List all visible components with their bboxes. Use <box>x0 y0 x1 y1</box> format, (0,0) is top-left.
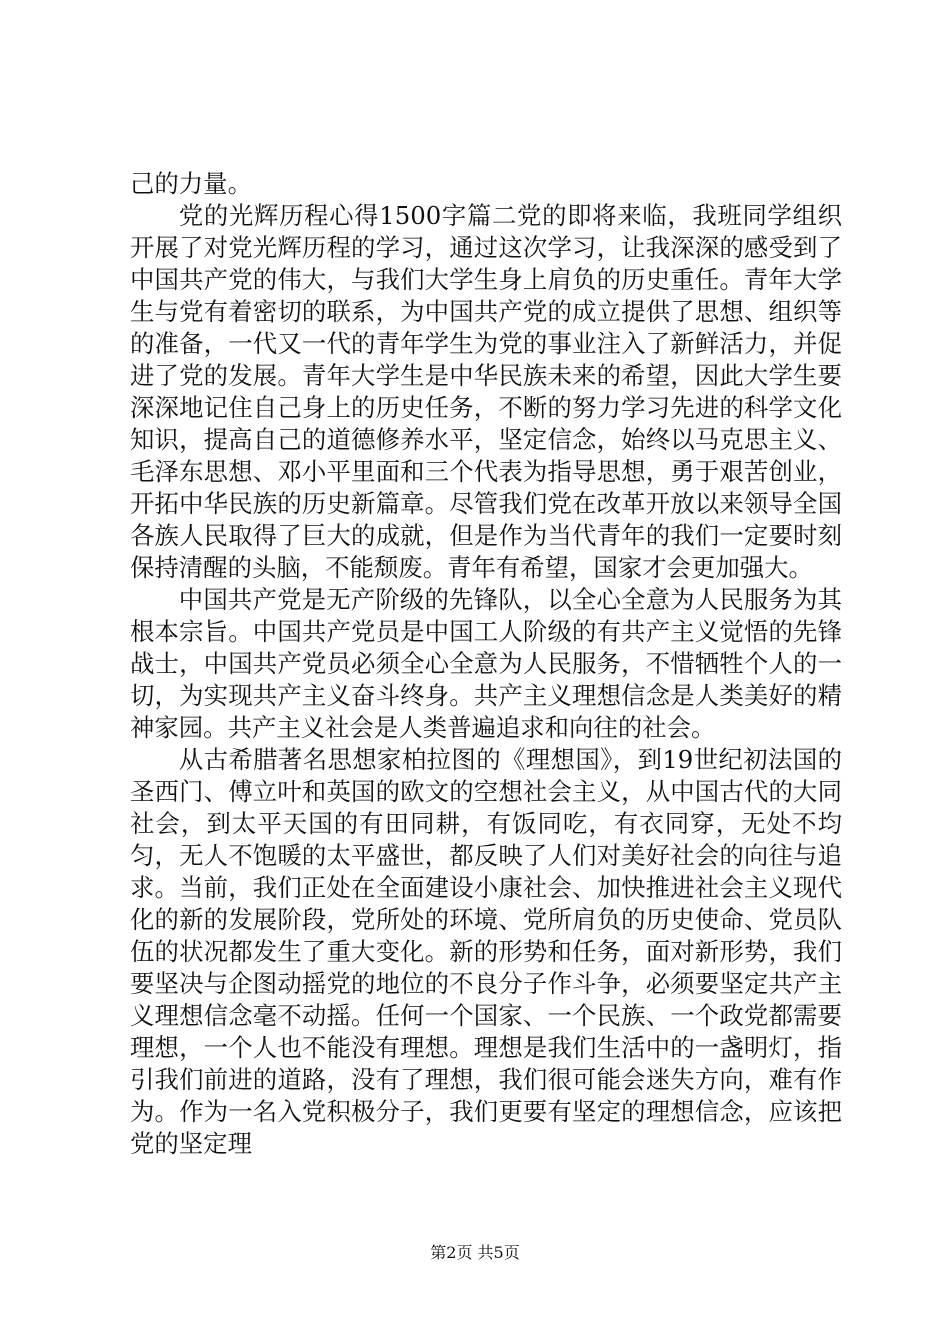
paragraph: 中国共产党是无产阶级的先锋队，以全心全意为人民服务为其根本宗旨。中国共产党员是中国工人阶级的有共产主义觉悟的先锋战士，中国共产党员必须全心全意为人民服务，不惜牺牲个人的一切，为实现共产主义奋斗终身。共产主义理想信念是人类美好的精神家园。共产主义社会是人类普遍追求和向往的社会。 <box>130 585 842 742</box>
paragraph: 党的光辉历程心得1500字篇二党的即将来临，我班同学组织开展了对党光辉历程的学习，通过这次学习，让我深深的感受到了中国共产党的伟大，与我们大学生身上肩负的历史重任。青年大学生与党有着密切的联系，为中国共产党的成立提供了思想、组织等的准备，一代又一代的青年学生为党的事业注入了新鲜活力，并促进了党的发展。青年大学生是中华民族未来的希望，因此大学生要深深地记住自己身上的历史任务，不断的努力学习先进的科学文化知识，提高自己的道德修养水平，坚定信念，始终以马克思主义、毛泽东思想、邓小平里面和三个代表为指导思想，勇于艰苦创业，开拓中华民族的历史新篇章。尽管我们党在改革开放以来领导全国各族人民取得了巨大的成就，但是作为当代青年的我们一定要时刻保持清醒的头脑，不能颓废。青年有希望，国家才会更加强大。 <box>130 201 842 582</box>
document-body <box>130 168 842 1160</box>
paragraph-continuation: 己的力量。 <box>130 169 252 198</box>
page-footer: 第2页 共5页 <box>430 1243 520 1262</box>
paragraph: 从古希腊著名思想家柏拉图的《理想国》，到19世纪初法国的圣西门、傅立叶和英国的欧文的空想社会主义，从中国古代的大同社会，到太平天国的有田同耕，有饭同吃，有衣同穿，无处不均匀，无人不饱暖的太平盛世，都反映了人们对美好社会的向往与追求。当前，我们正处在全面建设小康社会、加快推进社会主义现代化的新的发展阶段，党所处的环境、党所肩负的历史使命、党员队伍的状况都发生了重大变化。新的形势和任务，面对新形势，我们要坚决与企图动摇党的地位的不良分子作斗争，必须要坚定共产主义理想信念毫不动摇。任何一个国家、一个民族、一个政党都需要理想，一个人也不能没有理想。理想是我们生活中的一盏明灯，指引我们前进的道路，没有了理想，我们很可能会迷失方向，难有作为。作为一名入党积极分子，我们更要有坚定的理想信念，应该把党的坚定理 <box>130 745 842 1158</box>
